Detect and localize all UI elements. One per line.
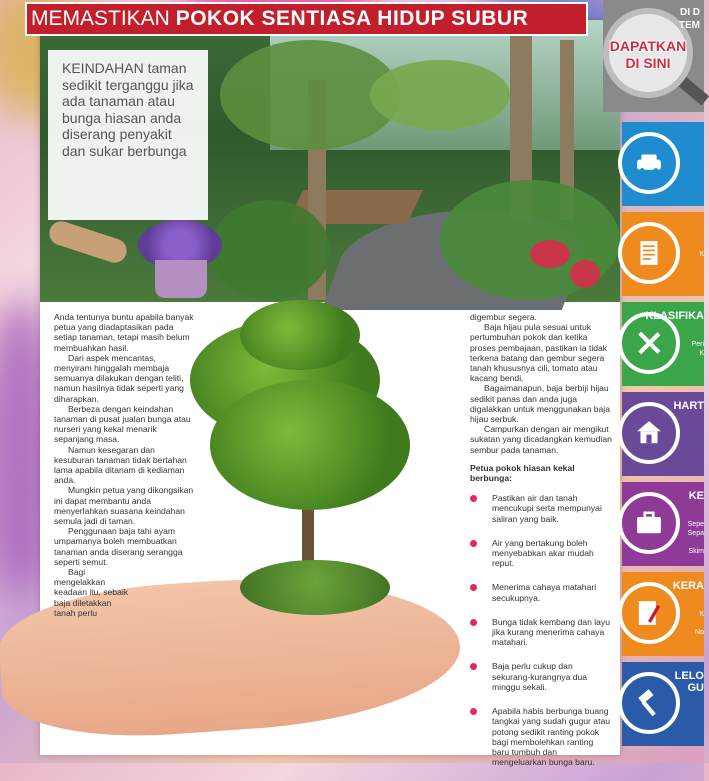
contract-icon xyxy=(618,582,680,644)
gavel-icon xyxy=(618,672,680,734)
paragraph: Bagaimanapun, baja berbiji hijau sedikit panas dan anda juga digalakkan untuk menggunakan baja hijau serbuk. xyxy=(470,383,610,425)
sidebar-category-subtext: K No xyxy=(695,611,704,636)
car-icon xyxy=(618,132,680,194)
tree-canopy xyxy=(210,380,410,510)
sidebar-category-label: KLASIFIKA xyxy=(645,310,704,322)
sidebar-category-subtext: Sepe Sepa Skim xyxy=(687,521,704,555)
paragraph: Dari aspek mencantas, menyiram hinggalah membaja semuanya dilakukan dengan teliti, namun hasilnya tidak seperti yang diharapkan. xyxy=(54,352,184,404)
title-light: MEMASTIKAN xyxy=(31,7,170,30)
article-column-1 xyxy=(54,312,194,618)
paragraph: Campurkan dengan air mengikut sukatan yang dicadangkan kemudian sembur pada tanaman. xyxy=(470,424,612,455)
paragraph: digembur segera. xyxy=(470,312,537,322)
bullet-icon xyxy=(470,540,477,547)
bullet-icon xyxy=(470,619,477,626)
paragraph: Bagi mengelakkan keadaan itu, sebaik baja diletakkan tanah perlu xyxy=(54,567,129,618)
grass-mound xyxy=(240,560,390,615)
article-page xyxy=(40,20,620,768)
sidebar-category[interactable] xyxy=(622,302,704,386)
tip-item: Pastikan air dan tanah mencukupi serta mempunyai saliran yang baik. xyxy=(470,493,612,524)
bullet-icon xyxy=(470,708,477,715)
paragraph: Penggunaan baja tahi ayam umpamanya boleh membuatkan tanaman anda diserang serangga seperti semut. xyxy=(54,526,183,567)
promo-top-text: DI D TEM xyxy=(678,7,700,31)
bullet-icon xyxy=(470,663,477,670)
sidebar-category-label: LELO GU xyxy=(674,670,704,694)
garden-photo xyxy=(40,20,620,302)
sidebar-category[interactable] xyxy=(622,122,704,206)
tip-item: Menerima cahaya matahari secukupnya. xyxy=(470,582,612,602)
tip-item: Air yang bertakung boleh menyebabkan akar mudah reput. xyxy=(470,538,612,569)
paragraph: Namun kesegaran dan kesuburan tanaman tidak bertahan lama apabila ditanam di kediaman anda. xyxy=(54,444,187,486)
paragraph: Berbeza dengan keindahan tanaman di pusat jualan bunga atau nurseri yang kekal menarik sepanjang masa. xyxy=(54,403,191,445)
article-title xyxy=(25,2,588,36)
promo-label[interactable]: DAPATKAN DI SINI xyxy=(609,38,687,71)
tips-heading: Petua pokok hiasan kekal berbunga: xyxy=(470,462,575,484)
document-icon xyxy=(618,222,680,284)
tip-item: Baja perlu cukup dan sekurang-kurangnya dua minggu sekali. xyxy=(470,661,612,692)
paragraph: Mungkin petua yang dikongsikan ini dapat membantu anda menyerlahkan suasana keindahan semula jadi di taman. xyxy=(54,485,194,527)
tip-item: Bunga tidak kembang dan layu jika kurang menerima cahaya matahari. xyxy=(470,617,612,648)
house-icon xyxy=(618,402,680,464)
paragraph: Baja hijau pula sesuai untuk pertumbuhan pokok dan ketika proses pembajaan, pastikan ia tidak terkena batang dan gembur segera tanah khususnya cili, tomato atau kacang bendi. xyxy=(470,322,608,384)
sidebar-category-label: KERA xyxy=(672,580,704,592)
sidebar-category[interactable] xyxy=(622,482,704,566)
intro-text: KEINDAHAN taman sedikit terganggu jika ada tanaman atau bunga hiasan anda diserang penyakit dan sukar berbunga xyxy=(48,50,208,220)
title-bold: POKOK SENTIASA HIDUP SUBUR xyxy=(175,7,529,30)
article-column-2 xyxy=(470,312,612,781)
sidebar-category-label: HART xyxy=(673,400,704,412)
sidebar-category-subtext: K xyxy=(699,251,704,258)
sidebar-category[interactable] xyxy=(622,572,704,656)
sidebar-category-label: KE xyxy=(688,490,704,502)
sidebar-category[interactable] xyxy=(622,212,704,296)
sidebar-category-subtext: Peri K xyxy=(691,341,704,357)
salt-spoon xyxy=(46,218,130,266)
paragraph: Anda tentunya buntu apabila banyak petua yang diadaptasikan pada setiap tanaman, tetapi masih belum membuahkan hasil. xyxy=(54,312,194,353)
bullet-icon xyxy=(470,584,477,591)
sidebar-category[interactable] xyxy=(622,662,704,746)
bullet-icon xyxy=(470,495,477,502)
tree-canopy xyxy=(240,300,360,370)
sidebar-category[interactable] xyxy=(622,392,704,476)
briefcase-icon xyxy=(618,492,680,554)
tip-item: Apabila habis berbunga buang tangkai yang sudah gugur atau potong sedikit ranting pokok bagi membolehkan ranting baru tumbuh dan mengeluarkan bunga baru. xyxy=(470,706,612,767)
